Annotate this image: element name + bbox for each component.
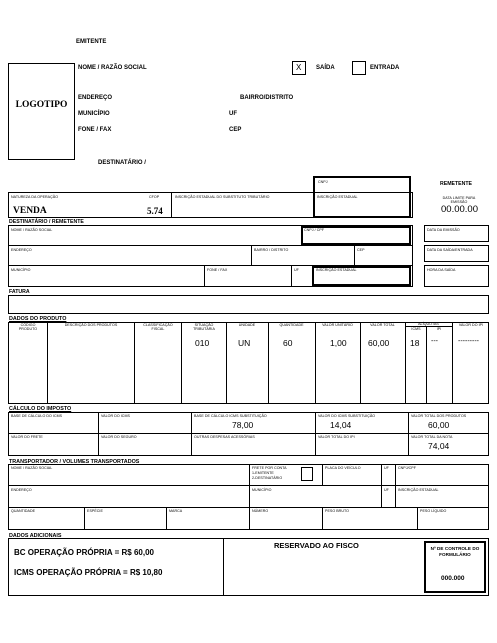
dest-bairro-label: BAIRRO / DISTRITO xyxy=(254,248,289,252)
uf-label: UF xyxy=(229,111,237,117)
natureza-label: NATUREZA DA OPERAÇÃO xyxy=(11,195,59,199)
remetente-label: REMETENTE xyxy=(440,181,472,187)
transp-peso-liquido-label: PESO LÍQUIDO xyxy=(420,509,447,513)
destinatario-section-label: DESTINATÁRIO / REMETENTE xyxy=(9,219,84,225)
emitente-label: EMITENTE xyxy=(76,39,107,45)
adicionais-line1: BC OPERAÇÃO PRÓPRIA = R$ 60,00 xyxy=(14,548,154,557)
cell-valor-ipi: --------- xyxy=(458,338,479,345)
controle-label: Nº DE CONTROLE DO FORMULÁRIO xyxy=(430,546,480,557)
saida-checkbox[interactable] xyxy=(292,61,306,75)
cell-quantidade: 60 xyxy=(283,338,293,348)
entrada-checkbox[interactable] xyxy=(352,61,366,75)
valor-icms-sub-value: 14,04 xyxy=(330,420,352,430)
col-descricao: DESCRIÇÃO DOS PRODUTOS xyxy=(64,323,118,327)
data-saida-label: DATA DA SAÍDA/ENTRADA xyxy=(427,248,473,252)
transp-cnpj-label: CNPJ/CPF xyxy=(398,466,416,470)
produto-section-label: DADOS DO PRODUTO xyxy=(9,316,67,322)
frete-conta-label: FRETE POR CONTA xyxy=(252,466,287,470)
valor-icms-sub-label: VALOR DO ICMS SUBSTITUIÇÃO xyxy=(318,414,376,418)
valor-nota-label: VALOR TOTAL DA NOTA xyxy=(411,435,453,439)
logo-box xyxy=(8,63,75,160)
hora-saida-label: HORA DA SAÍDA xyxy=(427,268,456,272)
frete-emitente-label: 1-EMITENTE xyxy=(252,471,274,475)
col-ipi: IPI xyxy=(436,327,442,331)
adicionais-line2: ICMS OPERAÇÃO PRÓPRIA = R$ 10,80 xyxy=(14,568,163,577)
nome-razao-label: NOME / RAZÃO SOCIAL xyxy=(78,65,147,71)
outras-label: OUTRAS DESPESAS ACESSÓRIAS xyxy=(194,435,255,439)
imposto-table xyxy=(8,412,489,456)
cell-unidade: UN xyxy=(238,338,251,348)
adicionais-box xyxy=(8,538,489,596)
fatura-box xyxy=(8,295,489,314)
logo-text: LOGOTIPO xyxy=(15,100,68,110)
dest-uf-label: UF xyxy=(294,268,299,272)
frete-label: VALOR DO FRETE xyxy=(11,435,43,439)
transp-marca-label: MARCA xyxy=(169,509,183,513)
valor-nota-value: 74,04 xyxy=(428,441,450,451)
transp-numero-label: NÚMERO xyxy=(252,509,269,513)
col-classificacao: CLASSIFICAÇÃO FISCAL xyxy=(143,323,173,331)
hora-saida-box xyxy=(424,265,489,287)
fone-label: FONE / FAX xyxy=(78,127,112,133)
dest-endereco-label: ENDEREÇO xyxy=(11,248,32,252)
reservado-fisco-label: RESERVADO AO FISCO xyxy=(274,541,359,550)
valor-produtos-value: 60,00 xyxy=(428,420,450,430)
col-icms: ICMS xyxy=(411,327,421,331)
dest-municipio-label: MUNICÍPIO xyxy=(11,268,31,272)
transp-uf2-label: UF xyxy=(384,488,389,492)
col-aliquotas: ALÍQUOTAS xyxy=(418,322,439,326)
cfop-value: 5.74 xyxy=(147,206,163,216)
cell-valor-total: 60,00 xyxy=(368,338,390,348)
placa-label: PLACA DO VEÍCULO xyxy=(325,466,361,470)
dest-nome-label: NOME / RAZÃO SOCIAL xyxy=(11,228,53,232)
bairro-label: BAIRRO/DISTRITO xyxy=(240,95,294,101)
dest-cnpj-label: CNPJ / CPF xyxy=(304,228,325,232)
natureza-value: VENDA xyxy=(13,206,47,216)
col-codigo: CÓDIGO PRODUTO xyxy=(18,323,38,331)
valor-icms-label: VALOR DO ICMS xyxy=(101,414,130,418)
dest-fone-label: FONE / FAX xyxy=(207,268,228,272)
transp-nome-label: NOME / RAZÃO SOCIAL xyxy=(11,466,53,470)
valor-produtos-label: VALOR TOTAL DOS PRODUTOS xyxy=(411,414,467,418)
data-limite-label: DATA LIMITE PARA EMISSÃO xyxy=(442,196,476,204)
col-situacao: SITUAÇÃO TRIBUTÁRIA xyxy=(193,323,215,331)
cell-ipi: --- xyxy=(431,338,438,345)
transportador-section-label: TRANSPORTADOR / VOLUMES TRANSPORTADOS xyxy=(9,459,140,465)
dest-cep-label: CEP xyxy=(357,248,365,252)
frete-conta-checkbox[interactable] xyxy=(301,467,313,481)
ie-label: INSCRIÇÃO ESTADUAL xyxy=(317,195,358,199)
municipio-label: MUNICÍPIO xyxy=(78,111,110,117)
entrada-label: ENTRADA xyxy=(370,65,400,71)
data-limite-value: 00.00.00 xyxy=(441,204,478,215)
transp-municipio-label: MUNICÍPIO xyxy=(252,488,272,492)
destinatario-header-label: DESTINATÁRIO / xyxy=(98,160,146,166)
frete-destinatario-label: 2-DESTINATÁRIO xyxy=(252,476,283,480)
controle-value: 000.000 xyxy=(441,575,465,582)
base-icms-label: BASE DE CÁLCULO DO ICMS xyxy=(11,414,63,418)
cnpj-label: CNPJ xyxy=(318,180,328,184)
col-valor-unitario: VALOR UNITÁRIO xyxy=(322,323,353,327)
valor-ipi-total-label: VALOR TOTAL DO IPI xyxy=(318,435,355,439)
cell-valor-unitario: 1,00 xyxy=(330,338,347,348)
cell-situacao: 010 xyxy=(195,338,210,348)
col-quantidade: QUANTIDADE xyxy=(279,323,304,327)
data-emissao-label: DATA DA EMISSÃO xyxy=(427,228,460,232)
endereco-label: ENDEREÇO xyxy=(78,95,113,101)
saida-mark: X xyxy=(296,63,302,72)
transp-endereco-label: ENDEREÇO xyxy=(11,488,32,492)
transp-especie-label: ESPÉCIE xyxy=(87,509,103,513)
ie-subst-label: INSCRIÇÃO ESTADUAL DO SUBSTITUTO TRIBUTÁRIO xyxy=(175,195,270,199)
col-unidade: UNIDADE xyxy=(238,323,256,327)
adicionais-section-label: DADOS ADICIONAIS xyxy=(9,533,62,539)
transp-quantidade-label: QUANTIDADE xyxy=(11,509,36,513)
data-saida-box xyxy=(424,245,489,262)
transp-ie-label: INSCRIÇÃO ESTADUAL xyxy=(398,488,439,492)
col-valor-ipi: VALOR DO IPI xyxy=(458,323,484,327)
cep-label: CEP xyxy=(229,127,242,133)
cell-icms: 18 xyxy=(410,338,420,348)
produto-table xyxy=(8,322,489,404)
transp-peso-bruto-label: PESO BRUTO xyxy=(325,509,349,513)
fatura-section-label: FATURA xyxy=(9,289,30,295)
data-emissao-box xyxy=(424,225,489,242)
base-icms-sub-value: 78,00 xyxy=(232,420,254,430)
transp-uf-label: UF xyxy=(384,466,389,470)
seguro-label: VALOR DO SEGURO xyxy=(101,435,137,439)
dest-ie-label: INSCRIÇÃO ESTADUAL xyxy=(316,268,357,272)
imposto-section-label: CÁLCULO DO IMPOSTO xyxy=(9,406,72,412)
cfop-label: CFOP xyxy=(149,195,160,199)
saida-label: SAÍDA xyxy=(316,65,335,71)
base-icms-sub-label: BASE DE CÁLCULO ICMS SUBSTITUIÇÃO xyxy=(194,414,267,418)
col-valor-total: VALOR TOTAL xyxy=(370,323,395,327)
